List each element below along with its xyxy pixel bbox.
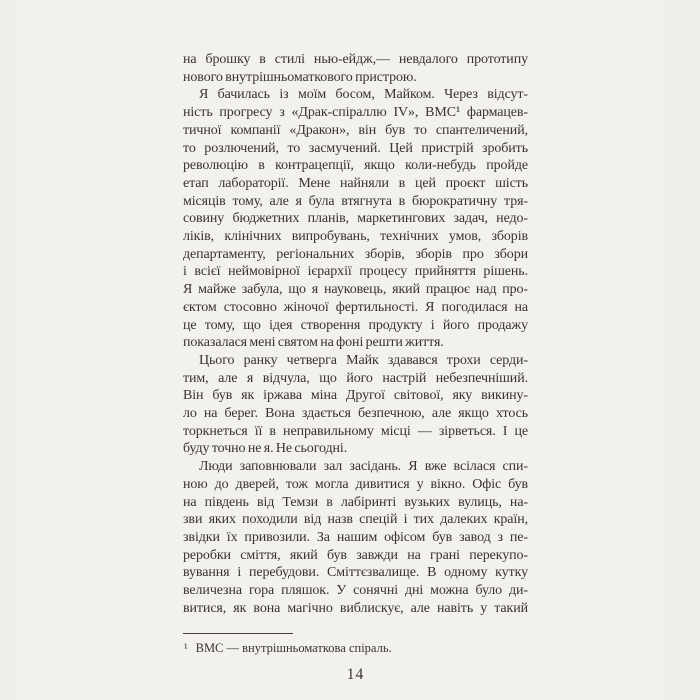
text-line: місяців тому, але я була втягнута в бюрократичну тря-: [183, 193, 528, 209]
text-line: Люди заповнювали зал засідань. Я вже всілася спи-: [199, 459, 528, 475]
text-line: ло на берег. Вона здається безпечною, але якщо хтось: [183, 406, 528, 422]
text-line: Цього ранку четверга Майк здавався трохи серди-: [199, 352, 528, 368]
text-line: тичної компанії «Дракон», він був то спантеличений,: [183, 122, 528, 138]
text-line: вування і перебудови. Сміттєзвалище. В одному кутку: [183, 565, 528, 581]
text-line: ліків, клінічних випробувань, технічних умов, зборів: [183, 229, 528, 245]
text-line: нового внутрішньоматкового пристрою.: [183, 69, 417, 85]
text-line: зви яких походили від назв спецій і тих далеких країн,: [183, 512, 528, 528]
footnote-text: ВМС — внутрішньоматкова спіраль.: [195, 641, 392, 655]
text-line: Я бачилась із моїм босом, Майком. Через відсут-: [199, 87, 528, 103]
text-line: величезна гора пляшок. У сонячні дні можна було ди-: [183, 583, 528, 599]
footnote: [183, 641, 528, 656]
text-line: це тому, що ідея створення продукту і його продажу: [183, 317, 528, 333]
text-line: департаменту, регіональних зборів, зборів про збори: [183, 246, 528, 262]
text-line: показалася мені святом на фоні решти життя.: [183, 335, 444, 351]
text-line: звідки їх привозили. За нашим офісом був завод з пе-: [183, 529, 528, 545]
text-line: Я майже забула, що я науковець, який працює над про-: [183, 282, 528, 298]
footnote-divider: [183, 633, 293, 634]
text-line: і всієї неймовірної ієрархії процесу прийняття рішень.: [183, 264, 528, 280]
text-line: тим, але я відчула, що його настрій небезпечніший.: [183, 370, 528, 386]
text-line: ною до дверей, тож могла дивитися у вікно. Офіс був: [183, 476, 528, 492]
text-line: то розлючений, то засмучений. Цей пристрій зробить: [183, 140, 528, 156]
page-number: 14: [346, 666, 365, 683]
text-line: реробки сміття, який був завжди на грані перекупо-: [183, 547, 528, 563]
text-line: торкнеться її в неправильному місці — зірветься. І це: [183, 423, 528, 439]
text-line: на південь від Темзи в лабіринті вузьких вулиць, на-: [183, 494, 528, 510]
text-line: витися, як вона магічно виблискує, але навіть у такий: [183, 600, 528, 616]
text-line: етап лабораторії. Мене найняли в цей проєкт шість: [183, 175, 528, 191]
text-line: буду точно не я. Не сьогодні.: [183, 441, 348, 457]
footnote-marker: ¹: [184, 641, 188, 655]
text-line: ність прогресу з «Драк-спіраллю IV», ВМС¹ фармацев-: [183, 105, 528, 121]
text-line: революцію в контрацепції, якщо коли-небудь пройде: [183, 158, 528, 174]
text-line: Він був як іржава міна Другої світової, яку викину-: [183, 388, 528, 404]
text-line: єктом стосовно жіночої фертильності. Я погодилася на: [183, 299, 528, 315]
body-text-block: [183, 51, 528, 618]
text-line: на брошку в стилі нью-ейдж,— невдалого прототипу: [183, 52, 528, 67]
text-line: совину бюджетних планів, маркетингових задач, недо-: [183, 211, 528, 227]
